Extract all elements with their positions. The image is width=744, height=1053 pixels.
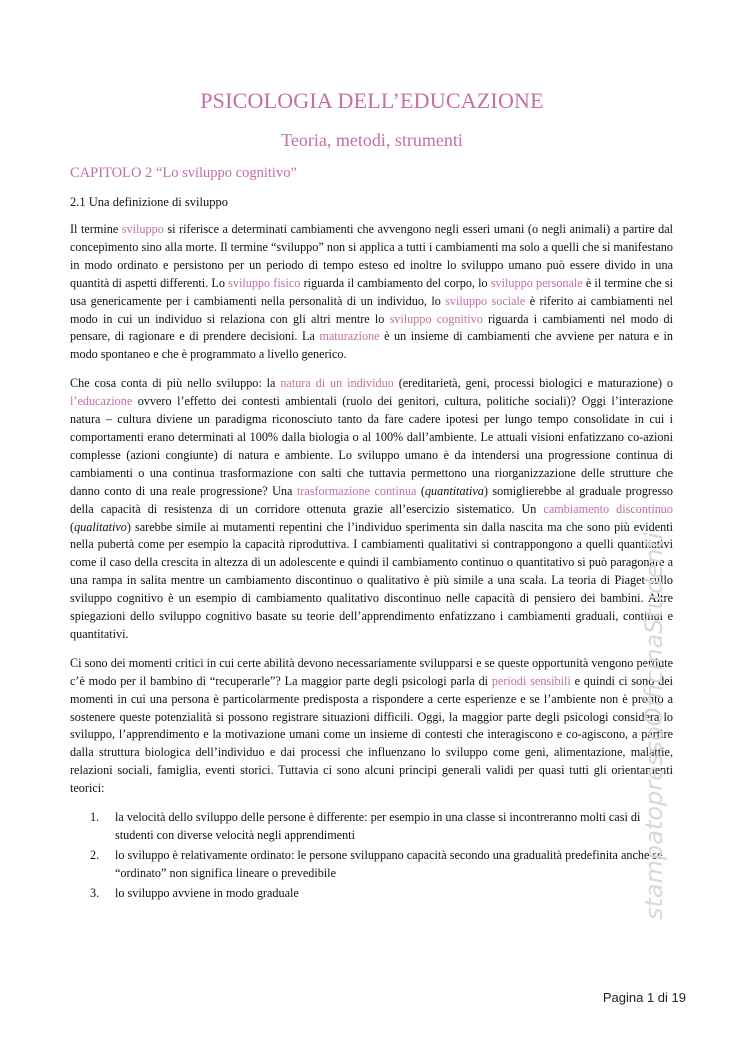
document-subtitle: Teoria, metodi, strumenti [281,130,463,150]
text-run: ( [416,483,425,498]
highlighted-term: sviluppo sociale [445,293,526,308]
text-run: (ereditarietà, geni, processi biologici e maturazione) o [393,376,673,391]
highlighted-term: trasformazione continua [296,483,417,498]
list-text: lo sviluppo è relativamente ordinato: le persone sviluppano capacità secondo una gradualità predefinita anche se “ordinato” non significa lineare o prevedibile [115,847,663,880]
document-body [70,221,673,905]
italic-term: quantitativa [424,483,484,498]
text-run: è il termine che si usa genericamente per i cambiamenti nella personalità di un individuo, lo [70,275,673,308]
highlighted-term: sviluppo cognitivo [389,311,483,326]
highlighted-term: periodi sensibili [491,673,571,688]
text-run: ) somiglierebbe al graduale progresso della capacità di resistenza di un corridore ottenuta grazie all’esercizio sistematico. Un [70,483,673,516]
list-item [70,885,673,903]
document-title: PSICOLOGIA DELL’EDUCAZIONE [200,88,544,113]
principles-list [70,809,673,903]
paragraph [70,375,673,644]
list-text: la velocità dello sviluppo delle persone è differente: per esempio in una classe si incontreranno molti casi di studenti con diverse velocità negli apprendimenti [115,810,641,842]
text-run: Che cosa conta di più nello sviluppo: la [70,376,281,391]
highlighted-term: maturazione [319,329,380,344]
highlighted-term: sviluppo [121,222,164,236]
list-item [70,847,673,883]
italic-term: qualitativo [74,519,127,534]
paragraph [70,221,673,364]
text-run: Ci sono dei momenti critici in cui certe abilità devono necessariamente svilupparsi e se queste opportunità vengono perdute c’è modo per il bambino di “recuperarle”? La maggior parte degli psicologi parla di [70,655,673,688]
text-run: è un insieme di cambiamenti che avviene per natura e in modo spontaneo e che è programmato a livello generico. [70,329,673,362]
text-run: riguarda il cambiamento del corpo, lo [300,275,491,290]
list-text: lo sviluppo avviene in modo graduale [115,885,299,900]
highlighted-term: cambiamento discontinuo [543,501,673,516]
text-run: ) sarebbe simile ai mutamenti repentini che l’individuo sperimenta sin dalla nascita ma che sono più evidenti nella pubertà come per esempio la capacità riproduttiva. I cambiamenti qualitativi si contrappongono a quelli quantitativi come il caso della crescita in altezza di un adolescente e quindi il cambiamento continuo o quantitativo si può paragonare a una rampa in salita mentre un cambiamento discontinuo o qualitativo è più simile a una scala. La teoria di Piaget sullo sviluppo cognitivo è un esempio di cambiamento qualitativo discontinuo nelle capacità di pensiero dei bambini. Altre spiegazioni dello sviluppo cognitivo basate su teorie dell’apprendimento enfatizzano i cambiamenti graduali, continui e quantitativi. [70,519,673,641]
text-run: è riferito ai cambiamenti nel modo in cui un individuo si relaziona con gli altri mentre lo [70,293,673,326]
list-item [70,809,673,845]
highlighted-term: sviluppo fisico [228,275,301,290]
highlighted-term: sviluppo personale [490,275,583,290]
paragraphs [70,221,673,798]
list-number: 1. [90,810,100,825]
section-heading: 2.1 Una definizione di sviluppo [70,195,228,209]
text-run: riguarda i cambiamenti nel modo di pensare, di ragionare e di prendere decisioni. La [70,311,674,344]
text-run: ovvero l’effetto dei contesti ambientali (ruolo dei genitori, cultura, politiche sociali)? Oggi l’interazione natura – cultura diviene un paradigma riconosciuto tanto da fare cadere ipotesi per lungo tempo consolidate in cui i comportamenti erano determinati al 100% dalla biologia o al 100% dall’ambiente. Le attuali visioni enfatizzano co-azioni complesse (azioni congiunte) di natura e ambiente. Lo sviluppo umano è da intendersi una progressione continua di cambiamenti o una continua trasformazione con salti che tuttavia permettono una riorganizzazione delle strutture che danno conto di una reale progressione? Una [70,394,673,498]
highlighted-term: l’educazione [70,394,133,409]
paragraph [70,655,673,798]
list-number: 2. [90,847,100,862]
watermark: stampatopressoOfficinaStudenti [640,532,668,920]
list-number: 3. [90,885,100,900]
page-number: Pagina 1 di 19 [602,990,686,1005]
text-run: ( [70,519,75,534]
chapter-heading: CAPITOLO 2 “Lo sviluppo cognitivo” [70,165,297,181]
text-run: Il termine [70,222,122,236]
text-run: si riferisce a determinati cambiamenti che avvengono negli esseri umani (o negli animali) a partire dal concepimento sino alla morte. Il termine “sviluppo” non si applica a tutti i cambiamenti ma solo a quelli che si manifestano in modo ordinato e persistono per un periodo di tempo esteso ed inoltre lo sviluppo umano può essere divido in una quantità di aspetti differenti. Lo [70,222,673,290]
highlighted-term: natura di un individuo [280,376,394,391]
text-run: e quindi ci sono dei momenti in cui una persona è particolarmente predisposta a rispondere a certe esperienze e se l’ambiente non è pronto a sostenere queste potenzialità si possono registrare situazioni difficili. Oggi, la maggior parte degli psicologi considera lo sviluppo, l’apprendimento e la motivazione umani come un insieme di contesti che interagiscono e co-agiscono, a partire dalla struttura biologica dell’individuo e dai processi che influenzano lo sviluppo come geni, alimentazione, malattie, relazioni sociali, famiglia, eventi storici. Tuttavia ci sono alcuni principi generali validi per quasi tutti gli orientamenti teorici: [70,673,673,796]
